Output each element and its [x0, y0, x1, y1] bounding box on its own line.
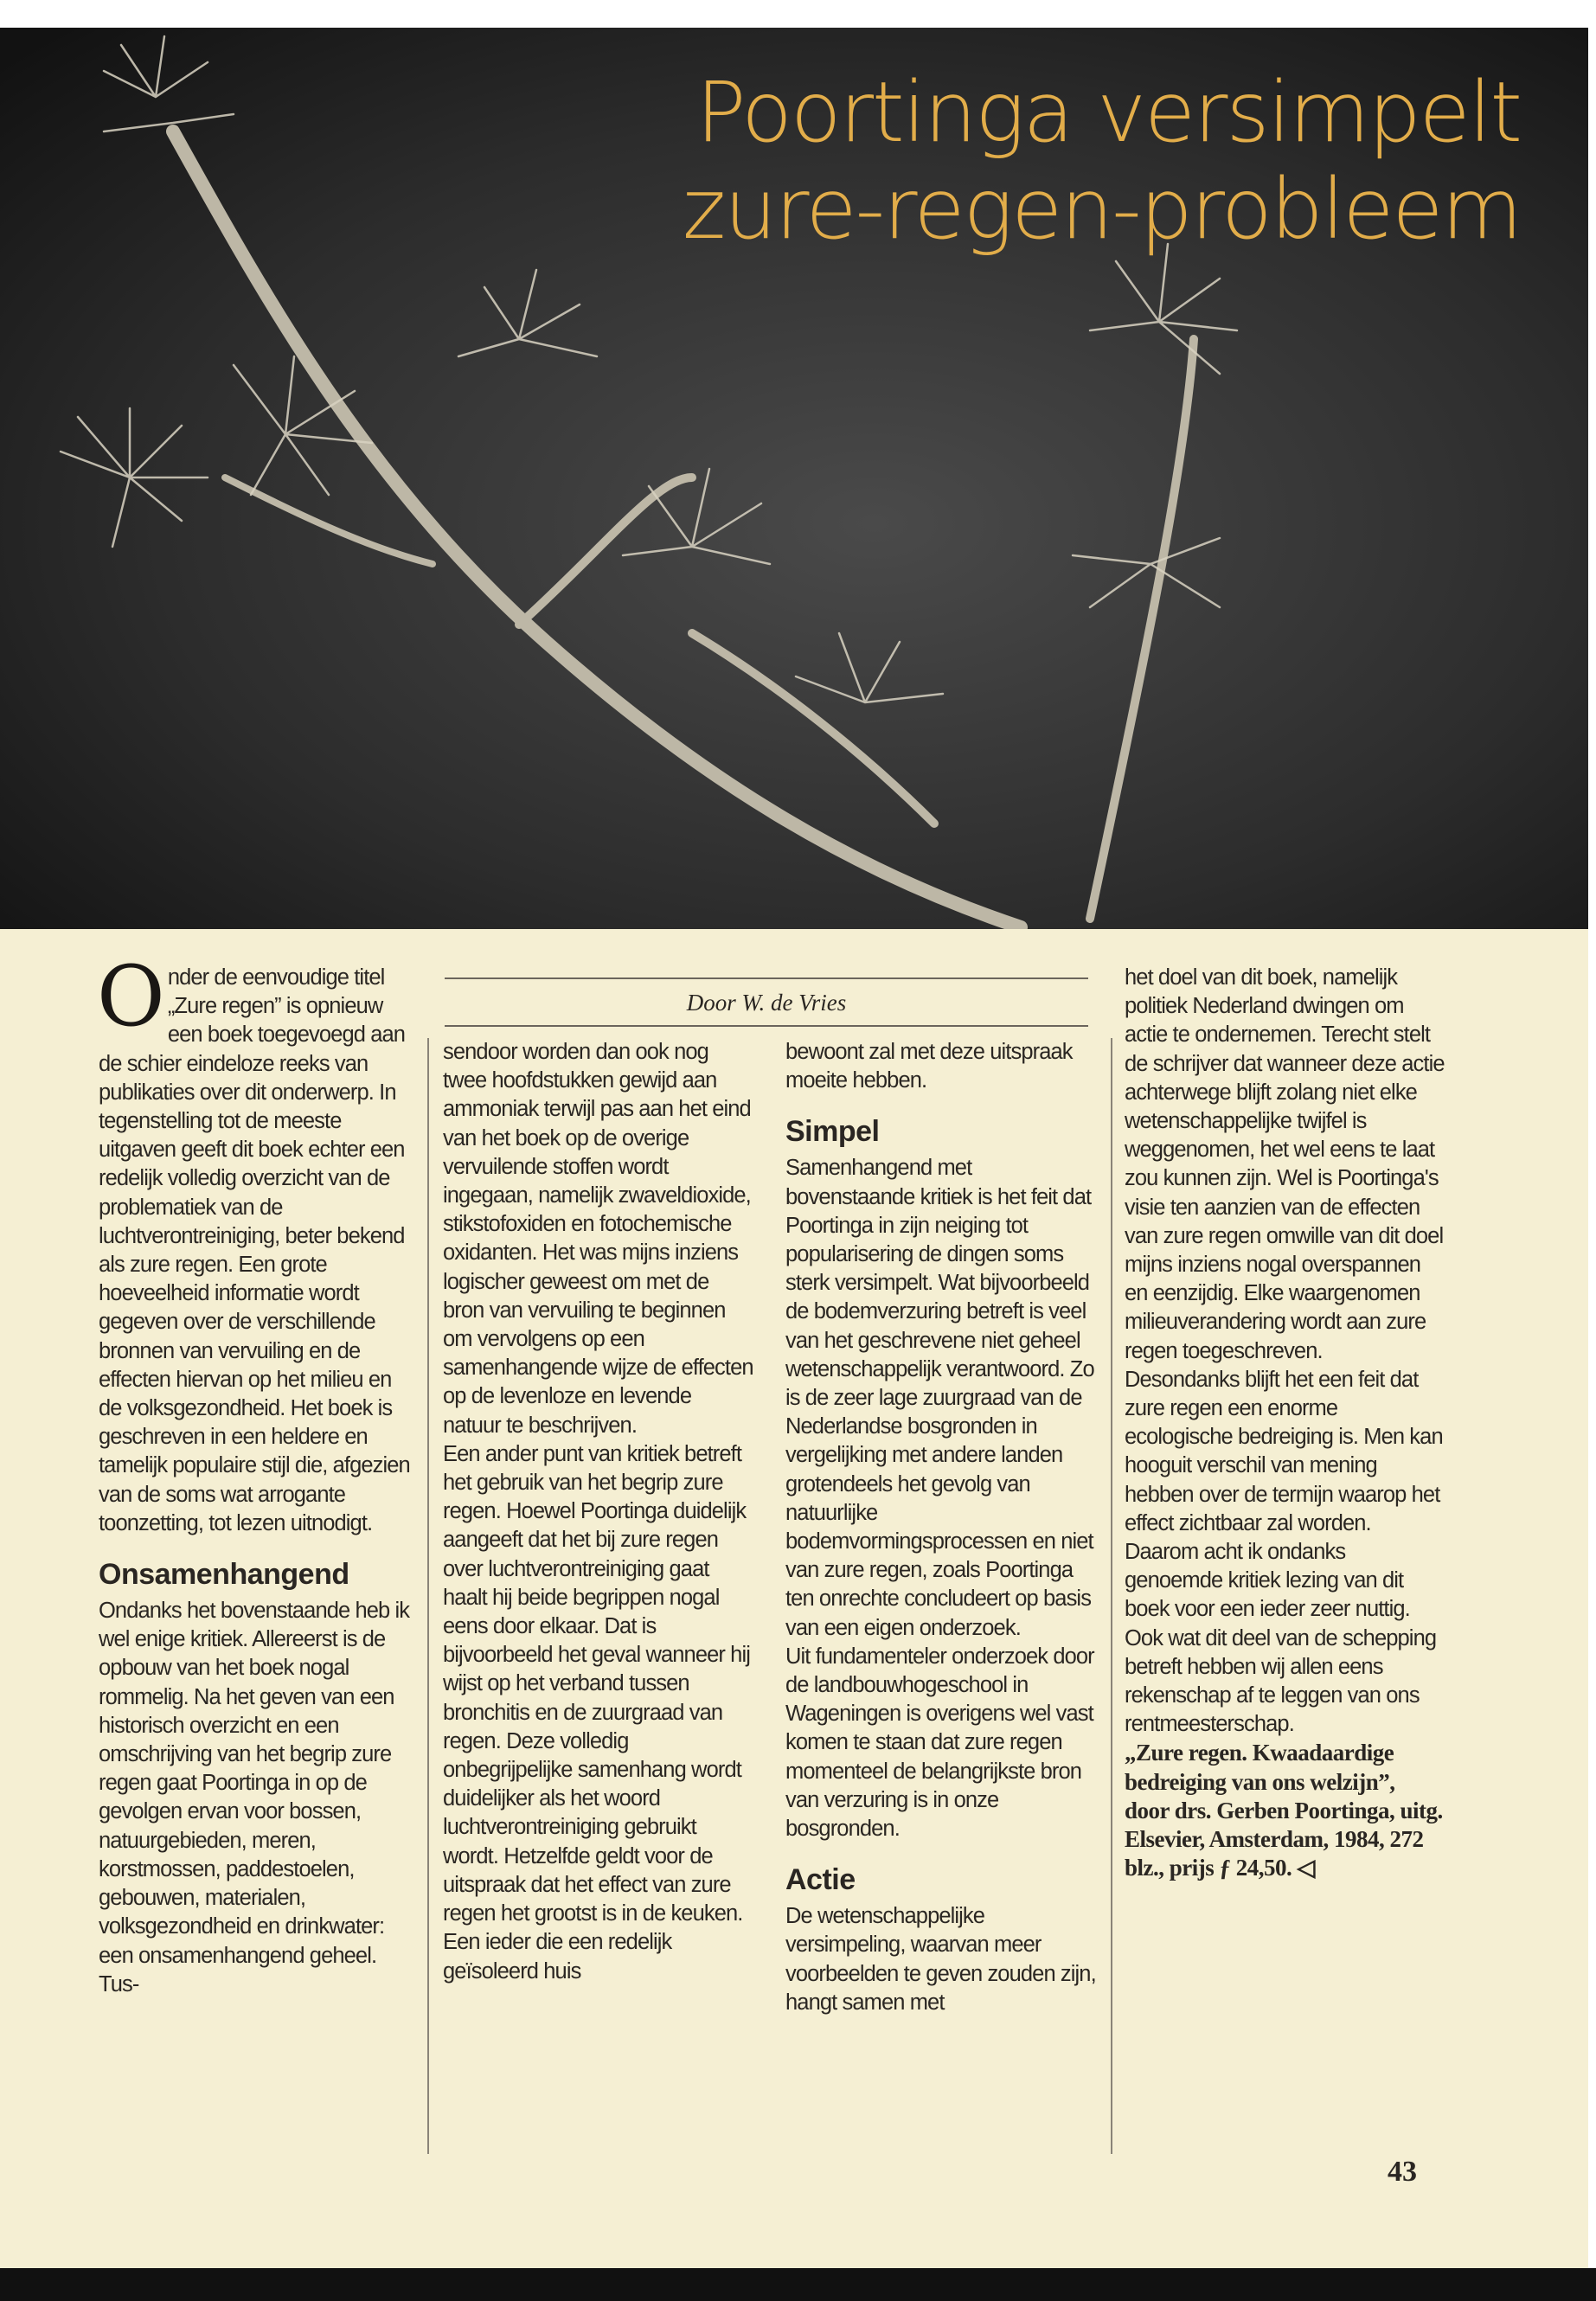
paragraph: Ondanks het bovenstaande heb ik wel enige kritiek. Allereerst is de opbouw van het boek nogal rommelig. Na het geven van een historisch overzicht en een omschrijving van het begrip zure regen gaat Poortinga in op de gevolgen ervan voor bossen, natuurgebieden, meren, korstmossen, paddestoelen, gebouwen, materialen, volksgezondheid en drinkwater: een onsamenhangend geheel. Tus- [99, 1599, 410, 1997]
title-line-1: Poortinga versimpelt [695, 64, 1521, 161]
book-reference: „Zure regen. Kwaadaardige bedreiging van ons welzijn”, door drs. Gerben Poortinga, uitg. Elsevier, Amsterdam, 1984, 272 blz., prijs ƒ 24,50. ◁ [1125, 1740, 1443, 1881]
paragraph: Een ander punt van kritiek betreft het gebruik van het begrip zure regen. Hoewel Poortinga duidelijk aangeeft dat het bij zure regen over luchtverontreiniging gaat haalt hij beide begrippen nogal eens door elkaar. Dat is bijvoorbeeld het geval wanneer hij wijst op het verband tussen bronchitis en de zuurgraad van regen. Deze volledig onbegrijpelijke samenhang wordt duidelijker als het woord luchtverontreiniging gebruikt wordt. Hetzelfde geldt voor de uitspraak dat het effect van zure regen het grootst is in de keuken. Een ieder die een redelijk geïsoleerd huis [443, 1441, 750, 1984]
paragraph: De wetenschappelijke versimpeling, waarvan meer voorbeelden te geven zouden zijn, hangt samen met [785, 1904, 1096, 2015]
intro-paragraph [97, 948, 419, 1538]
paragraph: Samenhangend met bovenstaande kritiek is het feit dat Poortinga in zijn neiging tot popularisering de dingen soms sterk versimpelt. Wat bijvoorbeeld de bodemverzuring betreft is veel van het geschrevene niet geheel wetenschappelijk verantwoord. Zo is de zeer lage zuurgraad van de Nederlandse bosgronden in vergelijking met andere landen grotendeels het gevolg van natuurlijke bodemvormingsprocessen en niet van zure regen, zoals Poortinga ten onrechte concludeert op basis van een eigen onderzoek. [785, 1156, 1094, 1640]
paragraph: Desondanks blijft het een feit dat zure regen een enorme ecologische bedreiging is. Men kan hooguit verschil van mening hebben over de termijn waarop het effect zichtbaar zal worden. Daarom acht ik ondanks genoemde kritiek lezing van dit boek voor een ieder zeer nuttig. Ook wat dit deel van de schepping betreft hebben wij allen eens rekenschap af te leggen van ons rentmeesterschap. [1125, 1367, 1443, 1737]
paragraph: het doel van dit boek, namelijk politiek Nederland dwingen om actie te ondernemen. Terecht stelt de schrijver dat wanneer deze actie achterwege blijft zolang niet elke wetenschappelijke twijfel is weggenomen, het wel eens te laat zou kunnen zijn. Wel is Poortinga's visie ten aanzien van de effecten van zure regen omwille van dit doel mijns inziens nogal overspannen en eenzijdig. Elke waargenomen milieuverandering wordt aan zure regen toegeschreven. [1125, 965, 1445, 1363]
column-2 [443, 1038, 754, 1986]
paragraph: Uit fundamenteler onderzoek door de landbouwhogeschool in Wageningen is overigens wel vast komen te staan dat zure regen momenteel de belangrijkste bron van verzuring is in onze bosgronden. [785, 1644, 1094, 1842]
column-3 [785, 1038, 1106, 2017]
scan-border [0, 2268, 1596, 2301]
page-number: 43 [1388, 2156, 1417, 2188]
magazine-page [0, 28, 1588, 2268]
paragraph: bewoont zal met deze uitspraak moeite hebben. [785, 1040, 1073, 1093]
column-rule [1111, 1038, 1112, 2154]
article-title [683, 64, 1521, 258]
dropcap: O [97, 948, 164, 1045]
paragraph: sendoor worden dan ook nog twee hoofdstukken gewijd aan ammoniak terwijl pas aan het eind van het boek op de overige vervuilende stoffen wordt ingegaan, namelijk zwaveldioxide, stikstofoxiden en fotochemische oxidanten. Het was mijns inziens logischer geweest om met de bron van vervuiling te beginnen om vervolgens op een samenhangende wijze de effecten op de levenloze en levende natuur te beschrijven. [443, 1040, 753, 1438]
title-line-2: zure-regen-probleem [682, 161, 1521, 258]
pine-branch-photo [0, 28, 1588, 929]
heading-simpel: Simpel [785, 1115, 880, 1149]
byline: Door W. de Vries [445, 977, 1088, 1027]
column-4 [1125, 964, 1445, 1883]
intro-text: nder de eenvoudige titel „Zure regen” is opnieuw een boek toegevoegd aan de schier eindeloze reeks van publikaties over dit onderwerp. In tegenstelling tot de meeste uitgaven geeft dit boek echter een redelijk volledig overzicht van de problematiek van de luchtverontreiniging, beter bekend als zure regen. Een grote hoeveelheid informatie wordt gegeven over de verschillende bronnen van vervuiling en de effecten hiervan op het milieu en de volksgezondheid. Het boek is geschreven in een heldere en tamelijk populaire stijl die, afgezien van de soms wat arrogante toonzetting, tot lezen uitnodigt. [99, 965, 410, 1535]
heading-actie: Actie [785, 1863, 856, 1897]
column-rule [427, 1038, 429, 2154]
heading-onsamenhangend: Onsamenhangend [99, 1558, 349, 1592]
column-1 [97, 948, 419, 1999]
